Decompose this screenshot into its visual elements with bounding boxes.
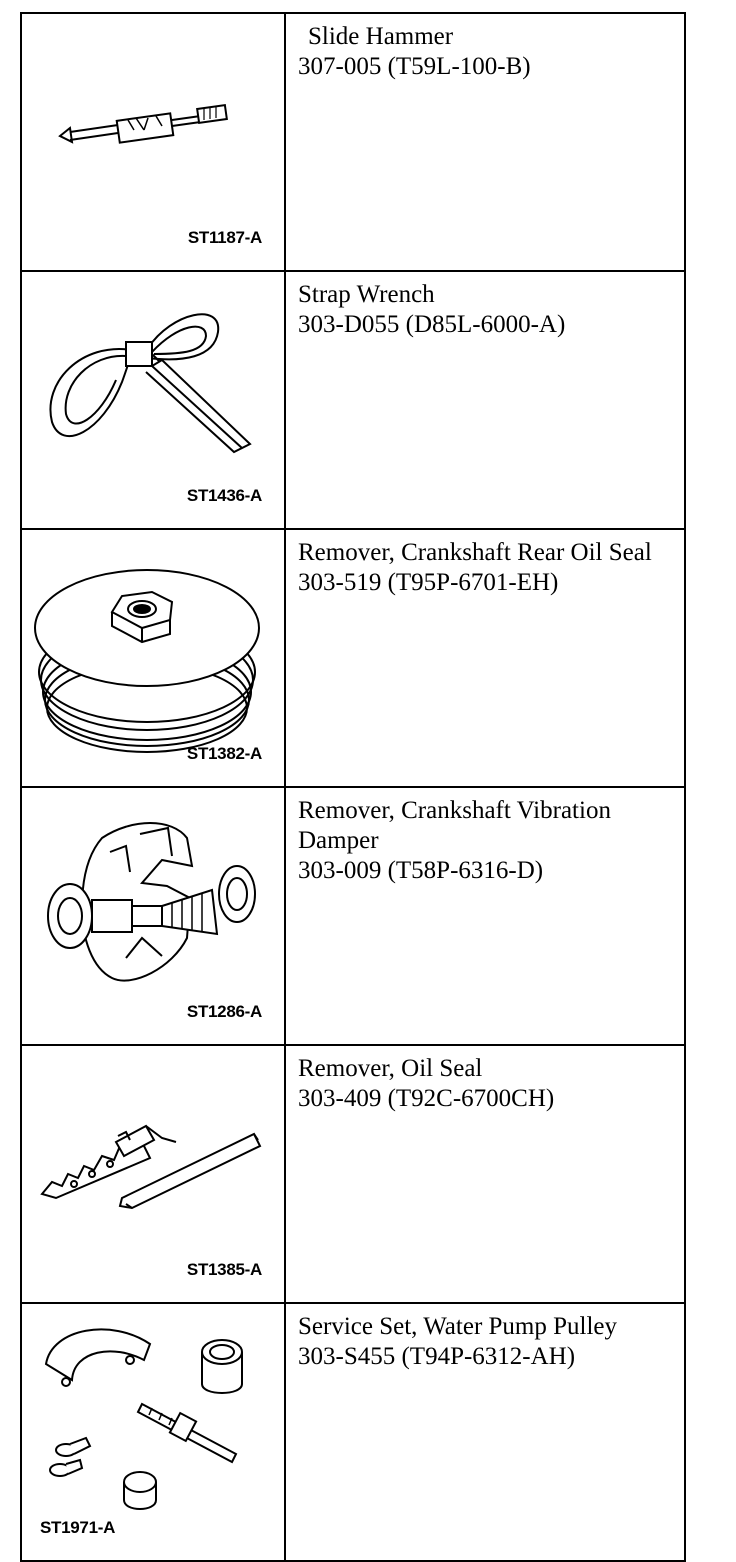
tool-name: Remover, Crankshaft Rear Oil Seal <box>298 539 652 566</box>
tool-part-number: 303-519 (T95P-6701-EH) <box>298 569 559 596</box>
tool-name: Strap Wrench <box>298 281 435 308</box>
table-row <box>21 271 685 529</box>
table-row <box>21 787 685 1045</box>
table-row <box>21 1045 685 1303</box>
illustration-ref: ST1385-A <box>186 1260 262 1279</box>
tool-image-cell <box>21 787 285 1045</box>
tool-description-cell <box>285 13 685 271</box>
illustration-ref: ST1382-A <box>186 744 262 763</box>
illustration-ref: ST1286-A <box>186 1002 262 1021</box>
tool-description-cell <box>285 271 685 529</box>
illustration-ref: ST1436-A <box>186 486 262 505</box>
tool-image-cell <box>21 271 285 529</box>
tool-part-number: 303-009 (T58P-6316-D) <box>298 857 544 884</box>
tool-image-cell <box>21 13 285 271</box>
tool-part-number: 303-S455 (T94P-6312-AH) <box>298 1343 576 1370</box>
tool-name: Remover, Crankshaft Vibration Damper <box>298 797 611 854</box>
tool-image-cell <box>21 1303 285 1561</box>
tool-image-cell <box>21 1045 285 1303</box>
table-row <box>21 1303 685 1561</box>
tool-name: Service Set, Water Pump Pulley <box>298 1313 618 1340</box>
table-row <box>21 529 685 787</box>
tool-description-cell <box>285 1303 685 1561</box>
illustration-ref: ST1187-A <box>187 228 262 247</box>
illustration-ref: ST1971-A <box>40 1518 116 1537</box>
tool-part-number: 307-005 (T59L-100-B) <box>298 53 531 80</box>
tool-image-cell <box>21 529 285 787</box>
tool-part-number: 303-409 (T92C-6700CH) <box>298 1085 555 1112</box>
tool-description-cell <box>285 529 685 787</box>
tool-description-cell <box>285 787 685 1045</box>
tool-description-cell <box>285 1045 685 1303</box>
table-row <box>21 13 685 271</box>
tool-name: Remover, Oil Seal <box>298 1055 483 1082</box>
tool-part-number: 303-D055 (D85L-6000-A) <box>298 311 566 338</box>
tool-name: Slide Hammer <box>308 23 454 50</box>
special-tools-table <box>20 12 686 1562</box>
